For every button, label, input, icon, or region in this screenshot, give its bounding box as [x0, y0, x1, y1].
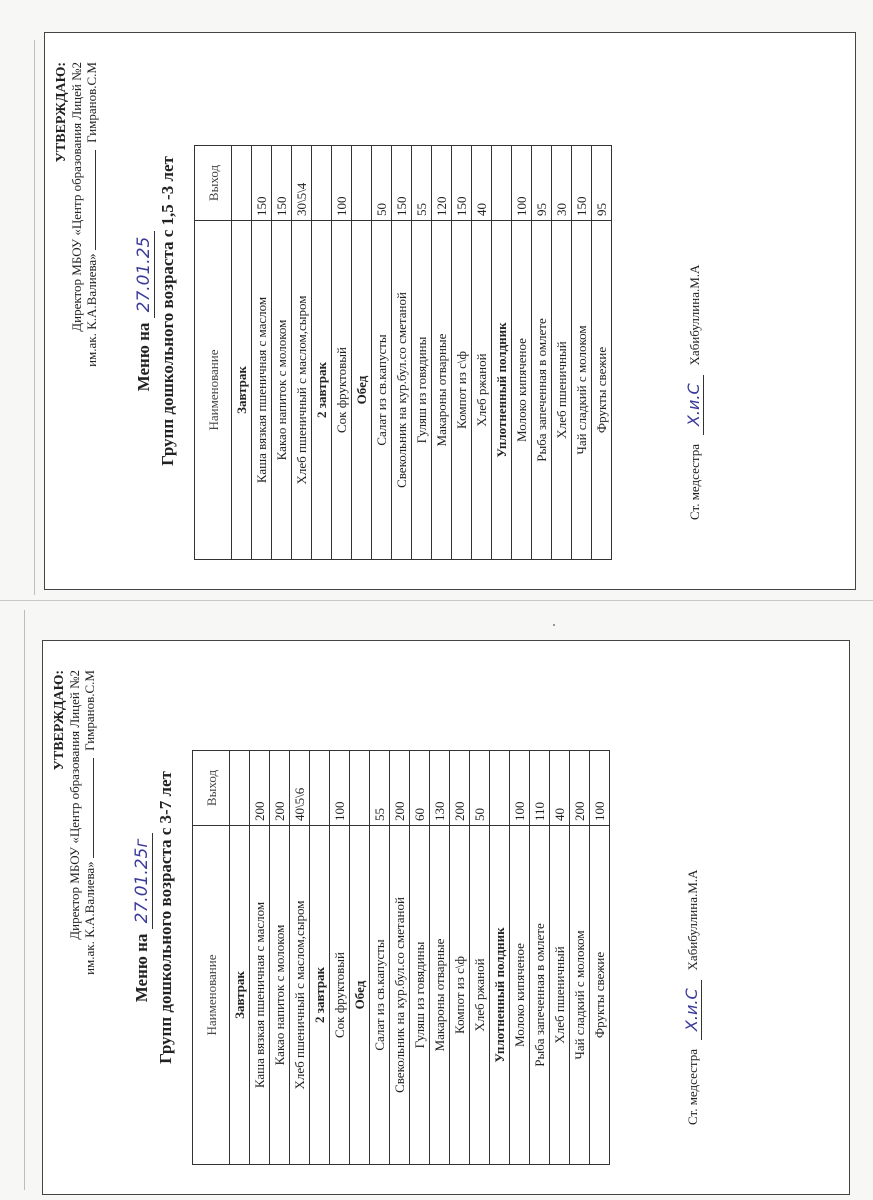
meal-section-row: [312, 146, 332, 560]
meal-section-label: Уплотненный полдник: [490, 826, 510, 1165]
dish-output: 100: [332, 146, 352, 221]
dish-output: 150: [272, 146, 292, 221]
signature-line: [83, 758, 94, 858]
table-row: [292, 146, 312, 560]
dish-output: 150: [572, 146, 592, 221]
dish-output: 55: [370, 751, 390, 826]
table-row: [432, 146, 452, 560]
dish-output: 200: [270, 751, 290, 826]
meal-section-label: Обед: [352, 221, 372, 560]
dish-name: Сок фруктовый: [330, 826, 350, 1165]
menu-date: 27.01.25г: [132, 833, 153, 930]
signature-block: [684, 265, 704, 520]
dish-name: Молоко кипяченое: [510, 826, 530, 1165]
table-row: [570, 751, 590, 1165]
table-row: [270, 751, 290, 1165]
approval-block: [52, 670, 97, 975]
dish-output: 40\5\6: [290, 751, 310, 826]
approval-school: им.ак. К.А.Валиева»: [82, 861, 97, 975]
dish-name: Компот из с\ф: [452, 221, 472, 560]
dish-output: 100: [590, 751, 610, 826]
dish-name: Рыба запеченная в омлете: [532, 221, 552, 560]
signature-name: Хабибуллина.М.А: [685, 869, 700, 971]
dish-name: Хлеб пшеничный с маслом,сыром: [292, 221, 312, 560]
approval-director-name: Гимранов.С.М: [84, 62, 99, 143]
meal-section-label: Завтрак: [232, 221, 252, 560]
dish-name: Хлеб пшеничный: [550, 826, 570, 1165]
dish-output: 95: [532, 146, 552, 221]
dish-output: 30\5\4: [292, 146, 312, 221]
dish-output: 200: [390, 751, 410, 826]
menu-subtitle: Групп дошкольного возраста с 1,5 -3 лет: [158, 156, 177, 466]
dish-name: Какао напиток с молоком: [270, 826, 290, 1165]
meal-section-label: Обед: [350, 826, 370, 1165]
menu-table: [192, 750, 610, 1165]
table-row: [250, 751, 270, 1165]
dish-name: Свекольник на кур.бул.со сметаной: [392, 221, 412, 560]
dish-name: Хлеб ржаной: [470, 826, 490, 1165]
dish-output: 200: [450, 751, 470, 826]
table-row: [512, 146, 532, 560]
table-row: [592, 146, 612, 560]
menu-subtitle: Групп дошкольного возраста с 3-7 лет: [156, 771, 175, 1064]
table-row: [392, 146, 412, 560]
menu-table-body: [230, 751, 610, 1165]
dish-name: Фрукты свежие: [592, 221, 612, 560]
signature-line: [85, 150, 96, 250]
dish-output: [230, 751, 250, 826]
approval-director: Директор МБОУ «Центр образования Лицей №2: [67, 670, 82, 940]
meal-section-row: [230, 751, 250, 1165]
dish-output: [492, 146, 512, 221]
signature-name: Хабибуллина.М.А: [687, 264, 702, 366]
dish-name: Салат из св.капусты: [372, 221, 392, 560]
column-header-output: Выход: [195, 146, 232, 221]
scan-edge-line: [34, 40, 35, 595]
table-row: [410, 751, 430, 1165]
signature-label: Ст. медсестра: [685, 1048, 700, 1125]
approval-school: им.ак. К.А.Валиева»: [84, 253, 99, 367]
dish-name: Чай сладкий с молоком: [572, 221, 592, 560]
table-row: [370, 751, 390, 1165]
table-row: [532, 146, 552, 560]
dish-output: 60: [410, 751, 430, 826]
dish-output: [232, 146, 252, 221]
table-row: [272, 146, 292, 560]
dish-name: Хлеб ржаной: [472, 221, 492, 560]
table-row: [430, 751, 450, 1165]
scan-edge-line: [24, 610, 25, 1190]
dish-output: 95: [592, 146, 612, 221]
dish-name: Салат из св.капусты: [370, 826, 390, 1165]
dish-name: Хлеб пшеничный: [552, 221, 572, 560]
dish-name: Каша вязкая пшеничная с маслом: [252, 221, 272, 560]
dish-output: 50: [372, 146, 392, 221]
menu-sheet-1-5-3: [44, 32, 856, 590]
dish-output: 150: [392, 146, 412, 221]
dish-name: Свекольник на кур.бул.со сметаной: [390, 826, 410, 1165]
scan-speck: [553, 624, 555, 626]
dish-output: 110: [530, 751, 550, 826]
dish-name: Гуляш из говядины: [410, 826, 430, 1165]
table-row: [330, 751, 350, 1165]
dish-output: 100: [510, 751, 530, 826]
table-row: [450, 751, 470, 1165]
page-divider: [0, 600, 873, 601]
dish-name: Гуляш из говядины: [412, 221, 432, 560]
dish-output: [312, 146, 332, 221]
dish-output: [350, 751, 370, 826]
table-row: [472, 146, 492, 560]
dish-name: Какао напиток с молоком: [272, 221, 292, 560]
dish-output: 50: [470, 751, 490, 826]
meal-section-row: [352, 146, 372, 560]
meal-section-row: [310, 751, 330, 1165]
dish-output: 40: [550, 751, 570, 826]
meal-section-label: 2 завтрак: [312, 221, 332, 560]
dish-output: 30: [552, 146, 572, 221]
dish-output: 150: [252, 146, 272, 221]
approval-title: УТВЕРЖДАЮ:: [54, 62, 69, 163]
meal-section-label: Уплотненный полдник: [492, 221, 512, 560]
menu-title: [132, 640, 152, 1195]
dish-output: [310, 751, 330, 826]
menu-table: [194, 145, 612, 560]
handwritten-signature: Х.и.С: [682, 980, 702, 1040]
table-row: [590, 751, 610, 1165]
dish-output: 130: [430, 751, 450, 826]
table-row: [530, 751, 550, 1165]
menu-sheet-3-7: [42, 640, 850, 1195]
table-row: [470, 751, 490, 1165]
menu-title-prefix: Меню на: [132, 933, 151, 1003]
approval-block: [54, 62, 99, 367]
menu-title-prefix: Меню на: [134, 322, 153, 392]
dish-name: Компот из с\ф: [450, 826, 470, 1165]
meal-section-label: Завтрак: [230, 826, 250, 1165]
signature-label: Ст. медсестра: [687, 443, 702, 520]
column-header-name: Наименование: [195, 221, 232, 560]
meal-section-row: [492, 146, 512, 560]
dish-output: 100: [512, 146, 532, 221]
table-row: [412, 146, 432, 560]
dish-name: Макароны отварные: [432, 221, 452, 560]
dish-output: 120: [432, 146, 452, 221]
dish-output: 200: [570, 751, 590, 826]
dish-name: Хлеб пшеничный с маслом,сыром: [290, 826, 310, 1165]
dish-name: Чай сладкий с молоком: [570, 826, 590, 1165]
table-row: [510, 751, 530, 1165]
column-header-output: Выход: [193, 751, 230, 826]
dish-output: 40: [472, 146, 492, 221]
menu-title: [134, 32, 154, 590]
dish-name: Фрукты свежие: [590, 826, 610, 1165]
table-row: [452, 146, 472, 560]
approval-director: Директор МБОУ «Центр образования Лицей №2: [69, 62, 84, 332]
signature-block: [682, 870, 702, 1125]
dish-output: [490, 751, 510, 826]
table-row: [552, 146, 572, 560]
table-row: [372, 146, 392, 560]
table-row: [290, 751, 310, 1165]
column-header-name: Наименование: [193, 826, 230, 1165]
dish-name: Макароны отварные: [430, 826, 450, 1165]
dish-name: Сок фруктовый: [332, 221, 352, 560]
approval-director-name: Гимранов.С.М: [82, 670, 97, 751]
dish-name: Рыба запеченная в омлете: [530, 826, 550, 1165]
table-row: [572, 146, 592, 560]
dish-output: 150: [452, 146, 472, 221]
meal-section-label: 2 завтрак: [310, 826, 330, 1165]
approval-title: УТВЕРЖДАЮ:: [52, 670, 67, 771]
dish-output: 55: [412, 146, 432, 221]
dish-output: 200: [250, 751, 270, 826]
table-row: [252, 146, 272, 560]
handwritten-signature: Х.и.С: [684, 375, 704, 435]
meal-section-row: [350, 751, 370, 1165]
table-row: [332, 146, 352, 560]
table-row: [550, 751, 570, 1165]
meal-section-row: [232, 146, 252, 560]
dish-name: Молоко кипяченое: [512, 221, 532, 560]
dish-output: 100: [330, 751, 350, 826]
dish-name: Каша вязкая пшеничная с маслом: [250, 826, 270, 1165]
menu-date: 27.01.25: [134, 231, 155, 319]
meal-section-row: [490, 751, 510, 1165]
menu-table-body: [232, 146, 612, 560]
dish-output: [352, 146, 372, 221]
table-row: [390, 751, 410, 1165]
